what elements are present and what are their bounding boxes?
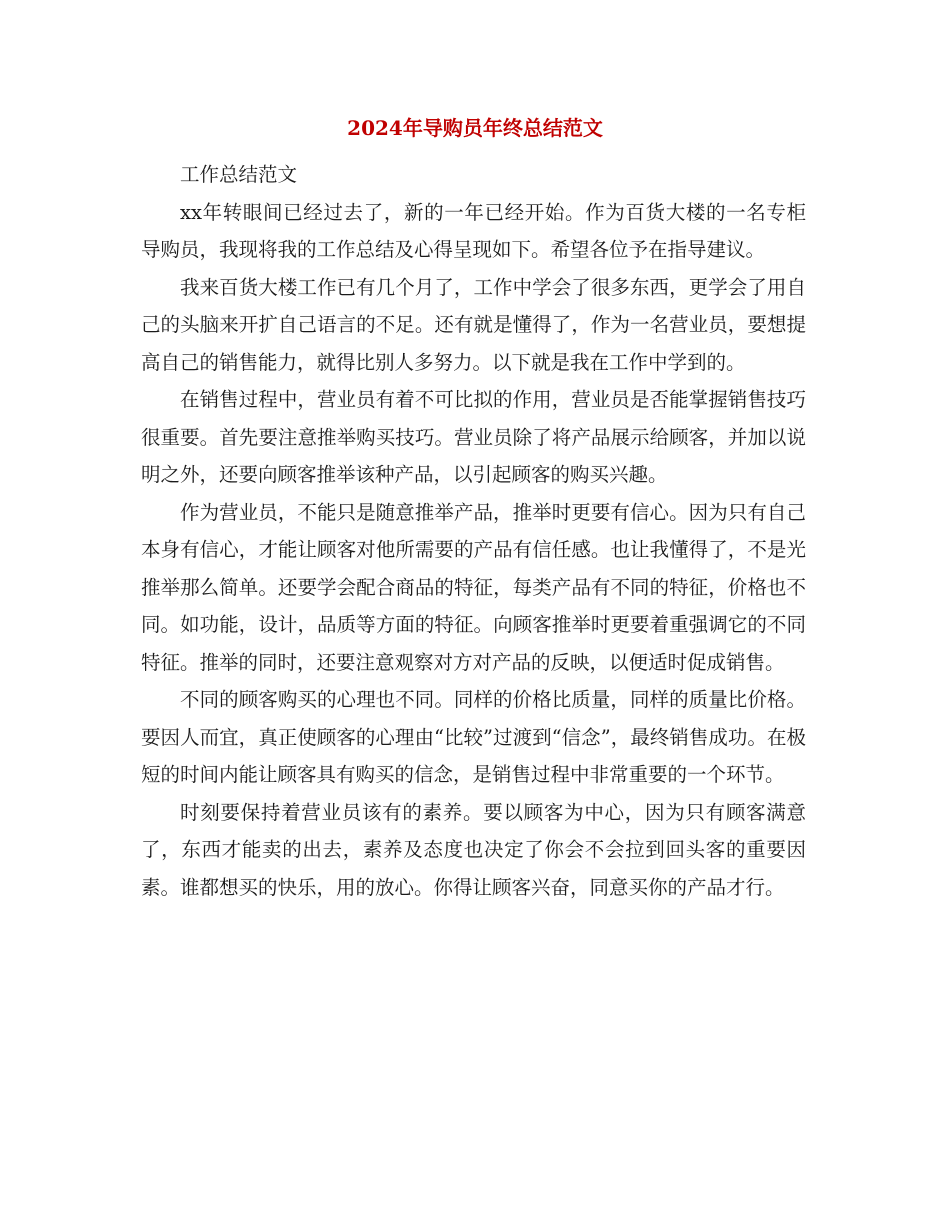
document-body: [141, 156, 806, 906]
paragraph-heading: 工作总结范文: [180, 163, 298, 186]
paragraph: 在销售过程中，营业员有着不可比拟的作用，营业员是否能掌握销售技巧很重要。首先要注意推举购买技巧。营业员除了将产品展示给顾客，并加以说明之外，还要向顾客推举该种产品，以引起顾客的购买兴趣。: [141, 388, 806, 486]
paragraph: xx年转眼间已经过去了，新的一年已经开始。作为百货大楼的一名专柜导购员，我现将我的工作总结及心得呈现如下。希望各位予在指导建议。: [141, 200, 806, 261]
paragraph: 作为营业员，不能只是随意推举产品，推举时更要有信心。因为只有自己本身有信心，才能让顾客对他所需要的产品有信任感。也让我懂得了，不是光推举那么简单。还要学会配合商品的特征，每类产品有不同的特征，价格也不同。如功能，设计，品质等方面的特征。向顾客推举时更要着重强调它的不同特征。推举的同时，还要注意观察对方对产品的反映，以便适时促成销售。: [141, 500, 806, 674]
paragraph: 不同的顾客购买的心理也不同。同样的价格比质量，同样的质量比价格。要因人而宜，真正使顾客的心理由“比较”过渡到“信念”，最终销售成功。在极短的时间内能让顾客具有购买的信念，是销售过程中非常重要的一个环节。: [141, 688, 806, 786]
paragraph: 时刻要保持着营业员该有的素养。要以顾客为中心，因为只有顾客满意了，东西才能卖的出去，素养及态度也决定了你会不会拉到回头客的重要因素。谁都想买的快乐，用的放心。你得让顾客兴奋，同意买你的产品才行。: [141, 800, 806, 899]
paragraph: 我来百货大楼工作已有几个月了，工作中学会了很多东西，更学会了用自己的头脑来开扩自己语言的不足。还有就是懂得了，作为一名营业员，要想提高自己的销售能力，就得比别人多努力。以下就是我在工作中学到的。: [141, 275, 806, 374]
document-title: 2024年导购员年终总结范文: [347, 116, 603, 140]
